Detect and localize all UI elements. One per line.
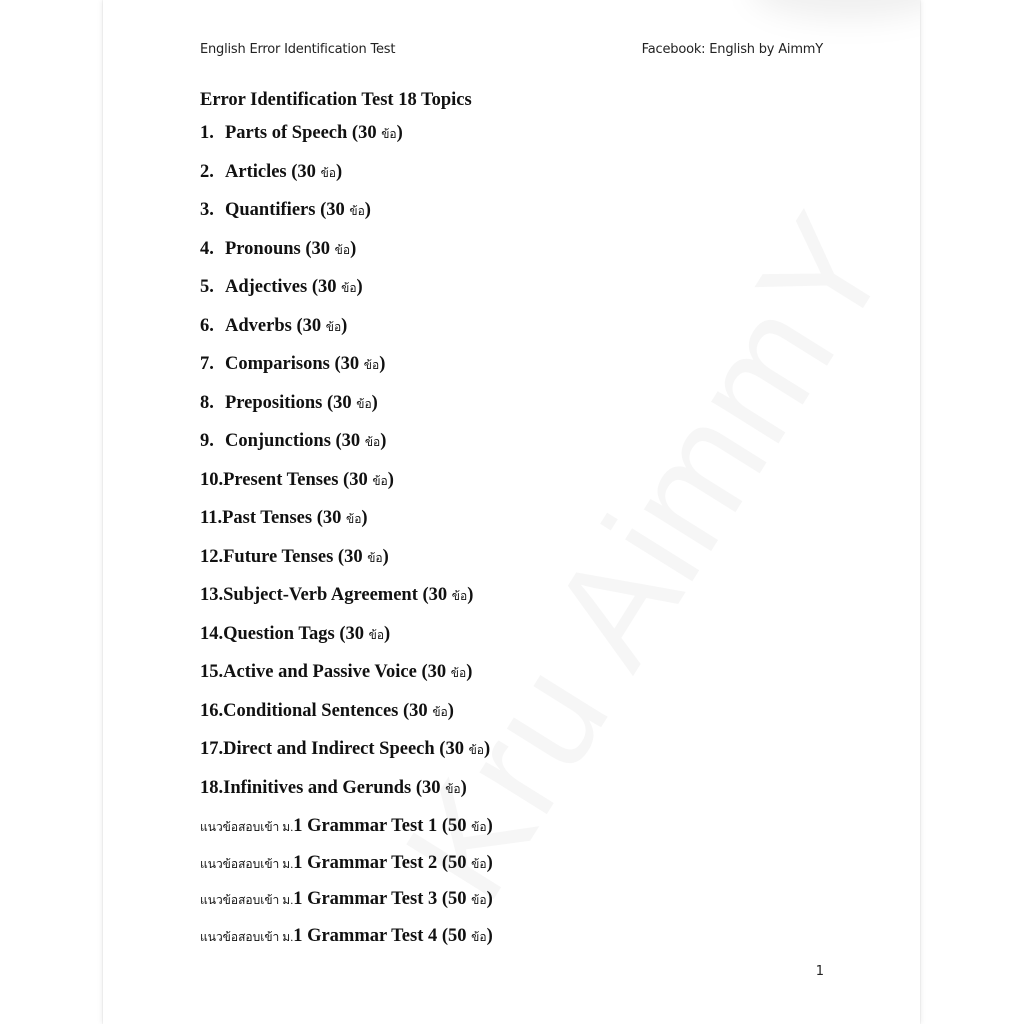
grammar-test-name: 1 Grammar Test 3 bbox=[293, 889, 438, 909]
topic-name: Present Tenses bbox=[223, 469, 339, 490]
topic-name: Conditional Sentences bbox=[223, 700, 399, 721]
topic-name: Question Tags bbox=[223, 623, 335, 644]
topic-close: ) bbox=[484, 739, 491, 759]
topic-item bbox=[200, 470, 490, 509]
topic-close: ) bbox=[379, 354, 386, 374]
topic-unit: ข้อ bbox=[341, 281, 357, 295]
grammar-test-name: 1 Grammar Test 4 bbox=[293, 925, 438, 946]
topic-count: (30 bbox=[326, 392, 352, 413]
topic-number: 3. bbox=[200, 200, 214, 220]
topic-unit: ข้อ bbox=[450, 666, 467, 680]
topic-unit: ข้อ bbox=[349, 204, 365, 218]
topic-close: ) bbox=[364, 200, 371, 220]
grammar-test-name: 1 Grammar Test 2 bbox=[293, 852, 438, 873]
topic-item bbox=[200, 624, 490, 663]
topic-name: Parts of Speech bbox=[225, 123, 348, 143]
topic-count: (30 bbox=[296, 315, 322, 336]
topic-count: (30 bbox=[305, 238, 331, 259]
topic-close: ) bbox=[460, 777, 467, 798]
topic-number: 12. bbox=[200, 546, 224, 567]
topic-name: Adverbs bbox=[225, 315, 292, 336]
topic-close: ) bbox=[335, 161, 343, 182]
topic-unit: ข้อ bbox=[368, 627, 385, 642]
topic-number: 2. bbox=[200, 161, 214, 182]
page-number: 1 bbox=[815, 964, 824, 979]
topic-number: 15. bbox=[200, 662, 224, 682]
topic-number: 5. bbox=[200, 277, 214, 297]
topic-number: 16. bbox=[200, 700, 224, 721]
topic-name: Future Tenses bbox=[223, 546, 334, 567]
topic-number: 7. bbox=[200, 354, 214, 374]
topic-number: 9. bbox=[200, 431, 214, 451]
topic-close: ) bbox=[467, 585, 474, 605]
topic-unit: ข้อ bbox=[364, 435, 381, 449]
topic-name: Conjunctions bbox=[225, 431, 331, 451]
topic-item bbox=[200, 200, 490, 239]
topic-name: Quantifiers bbox=[225, 200, 316, 220]
topic-number: 8. bbox=[200, 392, 214, 413]
topic-name: Prepositions bbox=[225, 392, 323, 413]
topic-close: ) bbox=[341, 315, 348, 336]
grammar-test-item bbox=[200, 889, 493, 926]
topic-unit: ข้อ bbox=[325, 319, 342, 334]
topic-count: (30 bbox=[343, 469, 368, 490]
grammar-test-name: 1 Grammar Test 1 bbox=[293, 816, 438, 836]
topic-item bbox=[200, 778, 490, 817]
topic-count: (30 bbox=[403, 700, 428, 721]
topic-item bbox=[200, 701, 490, 740]
grammar-test-close: ) bbox=[486, 889, 493, 909]
grammar-test-unit: ข้อ bbox=[471, 820, 487, 834]
topic-item bbox=[200, 123, 490, 162]
topic-unit: ข้อ bbox=[367, 550, 383, 565]
topic-name: Past Tenses bbox=[222, 508, 313, 528]
grammar-test-close: ) bbox=[486, 816, 493, 836]
topic-number: 18. bbox=[200, 777, 224, 798]
topic-number: 13. bbox=[200, 585, 224, 605]
grammar-test-prefix: แนวข้อสอบเข้า ม. bbox=[200, 856, 294, 871]
topic-number: 17. bbox=[200, 739, 224, 759]
topic-item bbox=[200, 354, 490, 393]
topic-unit: ข้อ bbox=[345, 512, 362, 526]
grammar-test-unit: ข้อ bbox=[471, 856, 487, 871]
topic-number: 1. bbox=[200, 123, 214, 143]
topic-close: ) bbox=[384, 623, 391, 644]
grammar-test-item bbox=[200, 853, 493, 890]
topic-item bbox=[200, 547, 490, 586]
topic-item bbox=[200, 277, 490, 316]
grammar-test-count: (50 bbox=[441, 852, 467, 873]
grammar-test-count: (50 bbox=[441, 925, 467, 946]
topic-close: ) bbox=[356, 277, 363, 297]
topic-number: 6. bbox=[200, 315, 214, 336]
topic-unit: ข้อ bbox=[334, 242, 351, 257]
topic-name: Subject-Verb Agreement bbox=[223, 585, 418, 605]
topic-number: 10. bbox=[200, 469, 224, 490]
topic-close: ) bbox=[387, 469, 394, 490]
topic-item bbox=[200, 239, 490, 278]
grammar-test-prefix: แนวข้อสอบเข้า ม. bbox=[200, 929, 294, 944]
topic-close: ) bbox=[466, 662, 473, 682]
topic-number: 11. bbox=[200, 508, 223, 528]
topic-unit: ข้อ bbox=[445, 781, 461, 796]
topic-name: Pronouns bbox=[225, 238, 301, 259]
grammar-test-count: (50 bbox=[441, 889, 467, 909]
grammar-test-count: (50 bbox=[441, 816, 467, 836]
topic-close: ) bbox=[380, 431, 387, 451]
topic-number: 14. bbox=[200, 623, 224, 644]
topic-close: ) bbox=[382, 546, 389, 567]
topic-list bbox=[200, 123, 490, 816]
topic-item bbox=[200, 393, 490, 432]
topic-name: Articles bbox=[225, 161, 287, 182]
grammar-test-prefix: แนวข้อสอบเข้า ม. bbox=[200, 820, 294, 834]
page-glare bbox=[750, 0, 920, 20]
topic-unit: ข้อ bbox=[356, 396, 372, 411]
grammar-test-unit: ข้อ bbox=[471, 929, 487, 944]
topic-name: Direct and Indirect Speech bbox=[223, 739, 435, 759]
grammar-test-prefix: แนวข้อสอบเข้า ม. bbox=[200, 893, 294, 907]
topic-item bbox=[200, 431, 490, 470]
topic-close: ) bbox=[447, 700, 454, 721]
topic-close: ) bbox=[396, 123, 403, 143]
topic-unit: ข้อ bbox=[381, 127, 397, 141]
grammar-test-item bbox=[200, 816, 493, 853]
topic-count: (30 bbox=[316, 508, 342, 528]
topic-name: Adjectives bbox=[225, 277, 308, 297]
topic-number: 4. bbox=[200, 238, 214, 259]
topic-close: ) bbox=[350, 238, 357, 259]
topic-unit: ข้อ bbox=[363, 358, 380, 372]
topic-unit: ข้อ bbox=[320, 165, 336, 180]
topic-close: ) bbox=[361, 508, 368, 528]
topic-close: ) bbox=[371, 392, 378, 413]
topic-count: (30 bbox=[339, 623, 364, 644]
topic-unit: ข้อ bbox=[432, 704, 448, 719]
topic-count: (30 bbox=[320, 200, 345, 220]
grammar-test-close: ) bbox=[486, 925, 493, 946]
topic-count: (30 bbox=[291, 161, 316, 182]
topic-name: Comparisons bbox=[225, 354, 330, 374]
topic-name: Active and Passive Voice bbox=[223, 662, 417, 682]
topic-unit: ข้อ bbox=[372, 473, 388, 488]
topic-item bbox=[200, 316, 490, 355]
topic-count: (30 bbox=[311, 277, 337, 297]
topic-unit: ข้อ bbox=[451, 589, 468, 603]
header-right-text: Facebook: English by AimmY bbox=[641, 42, 823, 57]
topic-count: (30 bbox=[415, 777, 441, 798]
topic-item bbox=[200, 508, 490, 547]
document-title: Error Identification Test 18 Topics bbox=[200, 90, 472, 110]
document-page bbox=[103, 0, 920, 1024]
topic-count: (30 bbox=[439, 739, 464, 759]
topic-item bbox=[200, 662, 490, 701]
header-left-text: English Error Identification Test bbox=[200, 42, 396, 57]
topic-name: Infinitives and Gerunds bbox=[223, 777, 412, 798]
topic-unit: ข้อ bbox=[468, 743, 485, 757]
topic-count: (30 bbox=[351, 123, 377, 143]
topic-count: (30 bbox=[335, 431, 361, 451]
grammar-test-unit: ข้อ bbox=[471, 893, 487, 907]
topic-item bbox=[200, 162, 490, 201]
topic-count: (30 bbox=[334, 354, 360, 374]
grammar-test-list bbox=[200, 816, 493, 962]
grammar-test-item bbox=[200, 926, 493, 963]
grammar-test-close: ) bbox=[486, 852, 493, 873]
topic-count: (30 bbox=[422, 585, 448, 605]
topic-count: (30 bbox=[337, 546, 363, 567]
topic-item bbox=[200, 739, 490, 778]
topic-count: (30 bbox=[421, 662, 447, 682]
topic-item bbox=[200, 585, 490, 624]
